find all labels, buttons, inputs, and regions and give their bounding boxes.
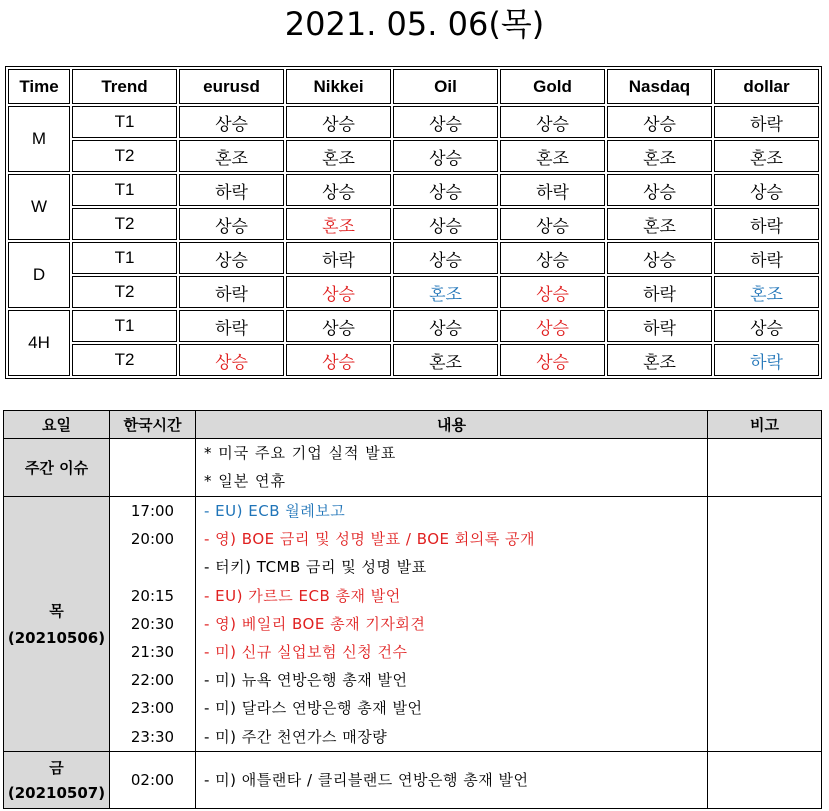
trend-value: 혼조 (286, 140, 391, 172)
day-date: (20210506) (7, 629, 106, 648)
day-row-friday (4, 751, 822, 808)
header-gold: Gold (500, 69, 605, 104)
event-time: 21:30 (130, 642, 175, 661)
header-nikkei: Nikkei (286, 69, 391, 104)
event-list (196, 751, 708, 808)
trend-value: 하락 (714, 344, 819, 376)
trend-value: 혼조 (393, 344, 498, 376)
trend-value: 상승 (500, 208, 605, 240)
trend-value: 상승 (607, 106, 712, 138)
timeframe-cell: D (8, 242, 70, 308)
trend-label: T1 (72, 310, 177, 342)
trend-value: 상승 (393, 242, 498, 274)
header-day: 요일 (4, 411, 110, 439)
trend-value: 상승 (286, 174, 391, 206)
trend-value: 혼조 (607, 344, 712, 376)
trend-row (8, 242, 819, 274)
event-time: 23:00 (130, 699, 175, 718)
trend-value: 혼조 (714, 276, 819, 308)
trend-row (8, 344, 819, 376)
event-times (110, 497, 196, 752)
trend-value: 상승 (500, 242, 605, 274)
trend-label: T1 (72, 242, 177, 274)
trend-value: 상승 (286, 310, 391, 342)
day-name: 금 (49, 759, 64, 778)
event-item: - 미) 신규 실업보험 신청 건수 (204, 642, 408, 661)
trend-label: T2 (72, 344, 177, 376)
trend-value: 상승 (179, 344, 284, 376)
trend-value: 하락 (607, 310, 712, 342)
day-cell (4, 751, 110, 808)
weekly-time-cell (110, 439, 196, 497)
trend-value: 상승 (714, 174, 819, 206)
trend-label: T1 (72, 174, 177, 206)
trend-value: 상승 (500, 310, 605, 342)
weekly-issue-item: * 미국 주요 기업 실적 발표 (204, 444, 397, 462)
trend-value: 상승 (393, 174, 498, 206)
trend-value: 하락 (714, 208, 819, 240)
event-time: 20:00 (130, 530, 175, 549)
header-trend: Trend (72, 69, 177, 104)
schedule-header-row (4, 411, 822, 439)
trend-value: 상승 (393, 310, 498, 342)
event-time: 02:00 (130, 770, 175, 789)
trend-value: 혼조 (607, 140, 712, 172)
trend-value: 상승 (393, 208, 498, 240)
trend-value: 하락 (714, 106, 819, 138)
event-item: - 미) 주간 천연가스 매장량 (204, 727, 388, 746)
trend-value: 상승 (500, 276, 605, 308)
trend-value: 혼조 (393, 276, 498, 308)
trend-label: T2 (72, 276, 177, 308)
header-oil: Oil (393, 69, 498, 104)
day-row-thursday (4, 497, 822, 752)
trend-value: 상승 (607, 242, 712, 274)
timeframe-cell: M (8, 106, 70, 172)
trend-value: 혼조 (286, 208, 391, 240)
event-time: 22:00 (130, 671, 175, 690)
trend-row (8, 106, 819, 138)
header-nasdaq: Nasdaq (607, 69, 712, 104)
event-item: - 미) 달라스 연방은행 총재 발언 (204, 699, 423, 718)
event-time: 17:00 (130, 502, 175, 520)
header-note: 비고 (708, 411, 822, 439)
trend-value: 혼조 (714, 140, 819, 172)
event-time (110, 553, 195, 581)
trend-value: 하락 (179, 310, 284, 342)
trend-value: 상승 (286, 276, 391, 308)
trend-row (8, 174, 819, 206)
trend-value: 혼조 (500, 140, 605, 172)
event-time: 23:30 (130, 727, 175, 746)
trend-value: 상승 (714, 310, 819, 342)
timeframe-cell: W (8, 174, 70, 240)
event-time: 20:15 (130, 586, 175, 605)
trend-value: 상승 (393, 140, 498, 172)
weekly-issue-list (196, 439, 708, 497)
trend-table (5, 66, 822, 379)
day-cell (4, 497, 110, 752)
header-eurusd: eurusd (179, 69, 284, 104)
event-item: - 영) 베일리 BOE 총재 기자회견 (204, 614, 426, 633)
trend-value: 하락 (286, 242, 391, 274)
weekly-issue-label: 주간 이슈 (4, 439, 110, 497)
weekly-issue-item: * 일본 연휴 (204, 472, 286, 491)
header-content: 내용 (196, 411, 708, 439)
header-dollar: dollar (714, 69, 819, 104)
trend-value: 하락 (179, 174, 284, 206)
trend-row (8, 310, 819, 342)
event-item: - 미) 뉴욕 연방은행 총재 발언 (204, 671, 408, 690)
trend-value: 상승 (607, 174, 712, 206)
note-cell (708, 497, 822, 752)
trend-value: 하락 (714, 242, 819, 274)
trend-row (8, 208, 819, 240)
trend-value: 상승 (500, 106, 605, 138)
event-item: - 영) BOE 금리 및 성명 발표 / BOE 회의록 공개 (204, 530, 535, 549)
trend-label: T2 (72, 140, 177, 172)
header-time: Time (8, 69, 70, 104)
event-item: - 터키) TCMB 금리 및 성명 발표 (204, 558, 427, 577)
trend-value: 상승 (286, 344, 391, 376)
timeframe-cell: 4H (8, 310, 70, 376)
trend-label: T1 (72, 106, 177, 138)
weekly-issue-row (4, 439, 822, 497)
trend-value: 상승 (179, 242, 284, 274)
trend-value: 하락 (607, 276, 712, 308)
trend-row (8, 276, 819, 308)
event-item: - EU) ECB 월례보고 (204, 502, 346, 520)
event-item: - EU) 가르드 ECB 총재 발언 (204, 586, 401, 605)
trend-value: 혼조 (179, 140, 284, 172)
note-cell (708, 439, 822, 497)
trend-value: 상승 (393, 106, 498, 138)
trend-value: 상승 (179, 106, 284, 138)
header-korea-time: 한국시간 (110, 411, 196, 439)
trend-value: 하락 (179, 276, 284, 308)
event-time: 20:30 (130, 614, 175, 633)
trend-header-row (8, 69, 819, 104)
note-cell (708, 751, 822, 808)
trend-value: 상승 (286, 106, 391, 138)
schedule-table (3, 410, 822, 809)
trend-row (8, 140, 819, 172)
event-item: - 미) 애틀랜타 / 클리블랜드 연방은행 총재 발언 (204, 770, 529, 789)
trend-value: 상승 (179, 208, 284, 240)
trend-value: 하락 (500, 174, 605, 206)
trend-value: 혼조 (607, 208, 712, 240)
trend-label: T2 (72, 208, 177, 240)
trend-value: 상승 (500, 344, 605, 376)
day-name: 목 (49, 602, 64, 621)
page-title: 2021. 05. 06(목) (284, 5, 545, 43)
day-date: (20210507) (7, 784, 106, 803)
event-list (196, 497, 708, 752)
event-times (110, 751, 196, 808)
